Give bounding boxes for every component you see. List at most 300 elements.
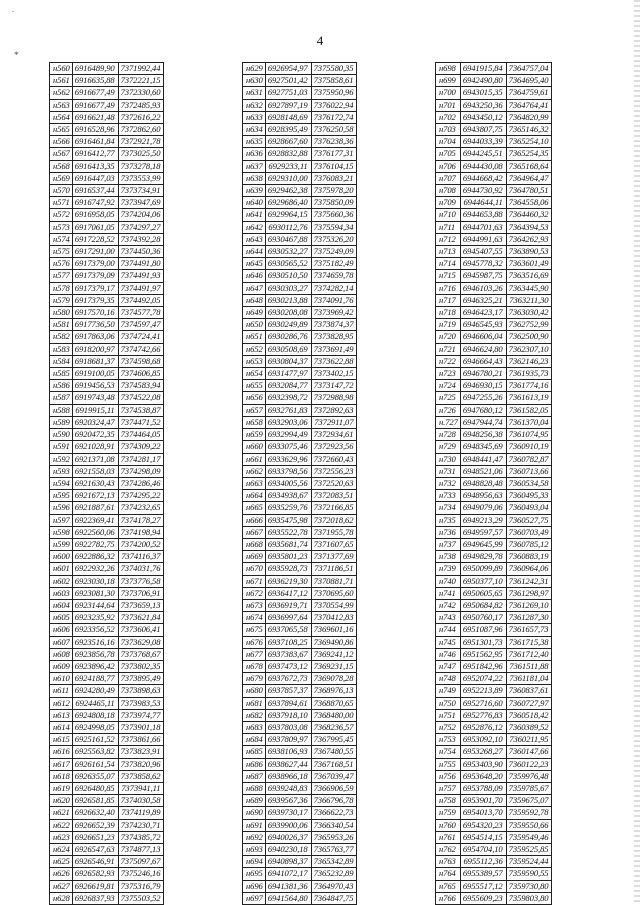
- table-row: [436, 880, 552, 892]
- y-coordinate-cell: 7376172,74: [311, 111, 357, 123]
- point-name-cell: н659: [243, 429, 266, 441]
- x-coordinate-cell: 6916537,44: [72, 185, 118, 197]
- x-coordinate-cell: 6944653,88: [460, 209, 506, 221]
- point-name-cell: н737: [436, 538, 461, 550]
- table-row: [243, 660, 357, 672]
- x-coordinate-cell: 6930112,76: [265, 221, 311, 233]
- point-name-cell: н595: [50, 490, 73, 502]
- scan-mark: .: [12, 4, 15, 14]
- table-row: [243, 319, 357, 331]
- y-coordinate-cell: 7359592,78: [506, 807, 552, 819]
- x-coordinate-cell: 6947255,26: [460, 392, 506, 404]
- y-coordinate-cell: 7370695,60: [311, 587, 357, 599]
- y-coordinate-cell: 7372892,63: [311, 404, 357, 416]
- y-coordinate-cell: 7375850,09: [311, 197, 357, 209]
- table-row: [50, 648, 164, 660]
- table-row: [436, 599, 552, 611]
- y-coordinate-cell: 7368236,57: [311, 721, 357, 733]
- point-name-cell: н585: [50, 368, 73, 380]
- x-coordinate-cell: 6917291,00: [72, 246, 118, 258]
- point-name-cell: н688: [243, 782, 266, 794]
- table-row: [243, 258, 357, 270]
- point-name-cell: н740: [436, 575, 461, 587]
- x-coordinate-cell: 6923030,18: [72, 575, 118, 587]
- y-coordinate-cell: 7374178,27: [118, 514, 164, 526]
- x-coordinate-cell: 6924998,05: [72, 721, 118, 733]
- table-row: [436, 734, 552, 746]
- table-row: [243, 246, 357, 258]
- y-coordinate-cell: 7373691,49: [311, 343, 357, 355]
- table-row: [436, 721, 552, 733]
- y-coordinate-cell: 7374464,05: [118, 429, 164, 441]
- table-row: [243, 612, 357, 624]
- y-coordinate-cell: 7374198,94: [118, 526, 164, 538]
- point-name-cell: н749: [436, 685, 461, 697]
- point-name-cell: н655: [243, 380, 266, 392]
- y-coordinate-cell: 7360493,04: [506, 502, 552, 514]
- x-coordinate-cell: 6929233,11: [265, 160, 311, 172]
- table-row: [50, 709, 164, 721]
- point-name-cell: н563: [50, 99, 73, 111]
- table-row: [50, 746, 164, 758]
- x-coordinate-cell: 6922932,26: [72, 563, 118, 575]
- point-name-cell: н597: [50, 514, 73, 526]
- point-name-cell: н764: [436, 868, 461, 880]
- x-coordinate-cell: 6935801,23: [265, 551, 311, 563]
- x-coordinate-cell: 6949213,29: [460, 514, 506, 526]
- table-row: [50, 404, 164, 416]
- y-coordinate-cell: 7368870,65: [311, 697, 357, 709]
- table-row: [436, 746, 552, 758]
- y-coordinate-cell: 7360910,19: [506, 441, 552, 453]
- x-coordinate-cell: 6946930,15: [460, 380, 506, 392]
- y-coordinate-cell: 7363516,69: [506, 270, 552, 282]
- table-row: [243, 99, 357, 111]
- y-coordinate-cell: 7360389,52: [506, 721, 552, 733]
- x-coordinate-cell: 6924188,77: [72, 673, 118, 685]
- y-coordinate-cell: 7374309,22: [118, 441, 164, 453]
- y-coordinate-cell: 7359524,44: [506, 856, 552, 868]
- point-name-cell: н721: [436, 343, 461, 355]
- y-coordinate-cell: 7366622,73: [311, 807, 357, 819]
- y-coordinate-cell: 7372083,51: [311, 490, 357, 502]
- table-row: [436, 758, 552, 770]
- table-row: [243, 307, 357, 319]
- point-name-cell: н568: [50, 160, 73, 172]
- point-name-cell: н662: [243, 465, 266, 477]
- table-row: [243, 880, 357, 892]
- table-row: [436, 197, 552, 209]
- y-coordinate-cell: 7363211,30: [506, 294, 552, 306]
- point-name-cell: н702: [436, 111, 461, 123]
- x-coordinate-cell: 6916677,49: [72, 99, 118, 111]
- point-name-cell: н750: [436, 697, 461, 709]
- point-name-cell: н599: [50, 538, 73, 550]
- x-coordinate-cell: 6923856,78: [72, 648, 118, 660]
- point-name-cell: н578: [50, 282, 73, 294]
- table-row: [50, 807, 164, 819]
- y-coordinate-cell: 7365146,32: [506, 124, 552, 136]
- point-name-cell: н638: [243, 172, 266, 184]
- y-coordinate-cell: 7368976,13: [311, 685, 357, 697]
- y-coordinate-cell: 7374230,71: [118, 819, 164, 831]
- x-coordinate-cell: 6921028,91: [72, 441, 118, 453]
- point-name-cell: н704: [436, 136, 461, 148]
- point-name-cell: н626: [50, 868, 73, 880]
- x-coordinate-cell: 6937809,97: [265, 734, 311, 746]
- y-coordinate-cell: 7372520,63: [311, 477, 357, 489]
- y-coordinate-cell: 7374877,13: [118, 844, 164, 856]
- x-coordinate-cell: 6952876,12: [460, 721, 506, 733]
- y-coordinate-cell: 7373147,72: [311, 380, 357, 392]
- y-coordinate-cell: 7364780,51: [506, 185, 552, 197]
- point-name-cell: н621: [50, 807, 73, 819]
- table-row: [50, 612, 164, 624]
- x-coordinate-cell: 6946664,43: [460, 355, 506, 367]
- table-row: [243, 209, 357, 221]
- table-row: [436, 343, 552, 355]
- y-coordinate-cell: 7375316,79: [118, 880, 164, 892]
- x-coordinate-cell: 6944668,42: [460, 172, 506, 184]
- y-coordinate-cell: 7374583,94: [118, 380, 164, 392]
- point-name-cell: н617: [50, 758, 73, 770]
- y-coordinate-cell: 7375246,16: [118, 868, 164, 880]
- point-name-cell: н718: [436, 307, 461, 319]
- x-coordinate-cell: 6923356,52: [72, 624, 118, 636]
- y-coordinate-cell: 7360785,12: [506, 538, 552, 550]
- table-row: [243, 197, 357, 209]
- point-name-cell: н577: [50, 270, 73, 282]
- x-coordinate-cell: 6940898,37: [265, 856, 311, 868]
- table-row: [436, 551, 552, 563]
- x-coordinate-cell: 6935928,73: [265, 563, 311, 575]
- table-row: [50, 294, 164, 306]
- table-row: [436, 429, 552, 441]
- y-coordinate-cell: 7361613,19: [506, 392, 552, 404]
- x-coordinate-cell: 6928832,88: [265, 148, 311, 160]
- table-row: [436, 563, 552, 575]
- x-coordinate-cell: 6930213,88: [265, 294, 311, 306]
- coordinate-table-1: [49, 62, 164, 905]
- y-coordinate-cell: 7372166,85: [311, 502, 357, 514]
- y-coordinate-cell: 7359803,80: [506, 892, 552, 904]
- x-coordinate-cell: 6937803,08: [265, 721, 311, 733]
- x-coordinate-cell: 6948956,63: [460, 490, 506, 502]
- point-name-cell: н567: [50, 148, 73, 160]
- table-row: [436, 624, 552, 636]
- table-row: [436, 99, 552, 111]
- table-row: [436, 136, 552, 148]
- y-coordinate-cell: 7372330,60: [118, 87, 164, 99]
- table-row: [243, 185, 357, 197]
- x-coordinate-cell: 6926546,91: [72, 856, 118, 868]
- table-row: [50, 685, 164, 697]
- table-row: [50, 99, 164, 111]
- table-row: [436, 160, 552, 172]
- y-coordinate-cell: 7369078,28: [311, 673, 357, 685]
- point-name-cell: н607: [50, 636, 73, 648]
- y-coordinate-cell: 7373802,35: [118, 660, 164, 672]
- x-coordinate-cell: 6930510,50: [265, 270, 311, 282]
- x-coordinate-cell: 6932761,83: [265, 404, 311, 416]
- point-name-cell: н631: [243, 87, 266, 99]
- point-name-cell: н623: [50, 831, 73, 843]
- x-coordinate-cell: 6944730,92: [460, 185, 506, 197]
- y-coordinate-cell: 7371186,51: [311, 563, 357, 575]
- table-row: [50, 343, 164, 355]
- table-row: [243, 404, 357, 416]
- x-coordinate-cell: 6932398,72: [265, 392, 311, 404]
- point-name-cell: н649: [243, 307, 266, 319]
- x-coordinate-cell: 6930508,69: [265, 343, 311, 355]
- table-row: [436, 490, 552, 502]
- point-name-cell: н681: [243, 697, 266, 709]
- y-coordinate-cell: 7374450,36: [118, 246, 164, 258]
- point-name-cell: н669: [243, 551, 266, 563]
- table-row: [50, 319, 164, 331]
- y-coordinate-cell: 7374119,89: [118, 807, 164, 819]
- point-name-cell: н637: [243, 160, 266, 172]
- point-name-cell: н608: [50, 648, 73, 660]
- table-row: [243, 807, 357, 819]
- y-coordinate-cell: 7373706,91: [118, 587, 164, 599]
- table-row: [50, 246, 164, 258]
- y-coordinate-cell: 7372616,22: [118, 111, 164, 123]
- table-row: [50, 624, 164, 636]
- point-name-cell: н606: [50, 624, 73, 636]
- table-row: [436, 892, 552, 904]
- x-coordinate-cell: 6929462,38: [265, 185, 311, 197]
- table-row: [50, 502, 164, 514]
- table-row: [436, 294, 552, 306]
- table-row: [436, 660, 552, 672]
- table-row: [50, 538, 164, 550]
- x-coordinate-cell: 6916461,84: [72, 136, 118, 148]
- x-coordinate-cell: 6928667,60: [265, 136, 311, 148]
- point-name-cell: н708: [436, 185, 461, 197]
- point-name-cell: н588: [50, 404, 73, 416]
- y-coordinate-cell: 7360211,95: [506, 734, 552, 746]
- x-coordinate-cell: 6917379,00: [72, 258, 118, 270]
- x-coordinate-cell: 6930565,52: [265, 258, 311, 270]
- table-row: [243, 477, 357, 489]
- point-name-cell: н706: [436, 160, 461, 172]
- point-name-cell: н610: [50, 673, 73, 685]
- table-row: [436, 477, 552, 489]
- x-coordinate-cell: 6917736,50: [72, 319, 118, 331]
- x-coordinate-cell: 6921887,61: [72, 502, 118, 514]
- x-coordinate-cell: 6917379,35: [72, 294, 118, 306]
- x-coordinate-cell: 6930286,76: [265, 331, 311, 343]
- x-coordinate-cell: 6936417,12: [265, 587, 311, 599]
- point-name-cell: н751: [436, 709, 461, 721]
- point-name-cell: н687: [243, 770, 266, 782]
- x-coordinate-cell: 6922369,41: [72, 514, 118, 526]
- point-name-cell: н735: [436, 514, 461, 526]
- table-row: [436, 587, 552, 599]
- table-row: [50, 575, 164, 587]
- table-row: [243, 563, 357, 575]
- x-coordinate-cell: 6921371,08: [72, 453, 118, 465]
- table-row: [50, 758, 164, 770]
- y-coordinate-cell: 7373858,62: [118, 770, 164, 782]
- point-name-cell: н615: [50, 734, 73, 746]
- table-row: [50, 844, 164, 856]
- x-coordinate-cell: 6944430,08: [460, 160, 506, 172]
- point-name-cell: н753: [436, 734, 461, 746]
- x-coordinate-cell: 6939730,17: [265, 807, 311, 819]
- x-coordinate-cell: 6954013,70: [460, 807, 506, 819]
- y-coordinate-cell: 7369241,12: [311, 648, 357, 660]
- y-coordinate-cell: 7359675,07: [506, 795, 552, 807]
- table-row: [50, 148, 164, 160]
- x-coordinate-cell: 6941564,80: [265, 892, 311, 904]
- y-coordinate-cell: 7363030,42: [506, 307, 552, 319]
- y-coordinate-cell: 7373621,84: [118, 612, 164, 624]
- table-row: [50, 368, 164, 380]
- table-row: [436, 441, 552, 453]
- point-name-cell: н642: [243, 221, 266, 233]
- y-coordinate-cell: 7373947,69: [118, 197, 164, 209]
- table-row: [50, 75, 164, 87]
- x-coordinate-cell: 6947944,74: [460, 416, 506, 428]
- x-coordinate-cell: 6926652,39: [72, 819, 118, 831]
- x-coordinate-cell: 6917863,06: [72, 331, 118, 343]
- point-name-cell: н613: [50, 709, 73, 721]
- point-name-cell: н761: [436, 831, 461, 843]
- table-row: [50, 453, 164, 465]
- point-name-cell: н668: [243, 538, 266, 550]
- point-name-cell: н570: [50, 185, 73, 197]
- y-coordinate-cell: 7363601,49: [506, 258, 552, 270]
- table-row: [436, 307, 552, 319]
- point-name-cell: н683: [243, 721, 266, 733]
- point-name-cell: н734: [436, 502, 461, 514]
- y-coordinate-cell: 7374598,68: [118, 355, 164, 367]
- y-coordinate-cell: 7361269,10: [506, 599, 552, 611]
- x-coordinate-cell: 6946423,17: [460, 307, 506, 319]
- y-coordinate-cell: 7363890,53: [506, 246, 552, 258]
- point-name-cell: н694: [243, 856, 266, 868]
- point-name-cell: н699: [436, 75, 461, 87]
- x-coordinate-cell: 6937894,61: [265, 697, 311, 709]
- table-row: [436, 282, 552, 294]
- y-coordinate-cell: 7375503,52: [118, 892, 164, 904]
- y-coordinate-cell: 7373553,99: [118, 172, 164, 184]
- y-coordinate-cell: 7371992,44: [118, 63, 164, 75]
- x-coordinate-cell: 6955609,23: [460, 892, 506, 904]
- table-row: [50, 477, 164, 489]
- x-coordinate-cell: 6930467,88: [265, 233, 311, 245]
- x-coordinate-cell: 6934005,56: [265, 477, 311, 489]
- table-row: [243, 538, 357, 550]
- table-row: [50, 63, 164, 75]
- table-row: [243, 282, 357, 294]
- y-coordinate-cell: 7361074,95: [506, 429, 552, 441]
- x-coordinate-cell: 6919743,48: [72, 392, 118, 404]
- x-coordinate-cell: 6926837,93: [72, 892, 118, 904]
- x-coordinate-cell: 6946325,21: [460, 294, 506, 306]
- y-coordinate-cell: 7360727,97: [506, 697, 552, 709]
- x-coordinate-cell: 6926161,54: [72, 758, 118, 770]
- x-coordinate-cell: 6921558,03: [72, 465, 118, 477]
- y-coordinate-cell: 7359785,67: [506, 782, 552, 794]
- x-coordinate-cell: 6948441,47: [460, 453, 506, 465]
- y-coordinate-cell: 7374492,05: [118, 294, 164, 306]
- point-name-cell: н573: [50, 221, 73, 233]
- page-number: 4: [316, 33, 324, 48]
- x-coordinate-cell: 6949597,57: [460, 526, 506, 538]
- point-name-cell: н680: [243, 685, 266, 697]
- x-coordinate-cell: 6943250,36: [460, 99, 506, 111]
- point-name-cell: н685: [243, 746, 266, 758]
- y-coordinate-cell: 7359550,66: [506, 819, 552, 831]
- x-coordinate-cell: 6916677,49: [72, 87, 118, 99]
- table-row: [436, 221, 552, 233]
- table-row: [243, 270, 357, 282]
- table-row: [50, 233, 164, 245]
- point-name-cell: н684: [243, 734, 266, 746]
- y-coordinate-cell: 7374491,80: [118, 258, 164, 270]
- x-coordinate-cell: 6916747,92: [72, 197, 118, 209]
- y-coordinate-cell: 7364964,47: [506, 172, 552, 184]
- point-name-cell: н726: [436, 404, 461, 416]
- point-name-cell: н636: [243, 148, 266, 160]
- y-coordinate-cell: 7373606,41: [118, 624, 164, 636]
- x-coordinate-cell: 6916621,48: [72, 111, 118, 123]
- table-row: [243, 746, 357, 758]
- y-coordinate-cell: 7374385,72: [118, 831, 164, 843]
- y-coordinate-cell: 7362500,90: [506, 331, 552, 343]
- table-row: [243, 233, 357, 245]
- point-name-cell: н696: [243, 880, 266, 892]
- table-row: [50, 441, 164, 453]
- y-coordinate-cell: 7371955,78: [311, 526, 357, 538]
- table-row: [50, 892, 164, 904]
- x-coordinate-cell: 6948256,38: [460, 429, 506, 441]
- x-coordinate-cell: 6951562,95: [460, 648, 506, 660]
- x-coordinate-cell: 6926619,81: [72, 880, 118, 892]
- y-coordinate-cell: 7376177,31: [311, 148, 357, 160]
- point-name-cell: н712: [436, 233, 461, 245]
- y-coordinate-cell: 7360964,06: [506, 563, 552, 575]
- x-coordinate-cell: 6928395,49: [265, 124, 311, 136]
- y-coordinate-cell: 7375326,20: [311, 233, 357, 245]
- y-coordinate-cell: 7359590,55: [506, 868, 552, 880]
- y-coordinate-cell: 7370554,99: [311, 599, 357, 611]
- point-name-cell: н643: [243, 233, 266, 245]
- y-coordinate-cell: 7374116,37: [118, 551, 164, 563]
- table-row: [436, 380, 552, 392]
- point-name-cell: н752: [436, 721, 461, 733]
- point-name-cell: н719: [436, 319, 461, 331]
- y-coordinate-cell: 7364764,41: [506, 99, 552, 111]
- point-name-cell: н614: [50, 721, 73, 733]
- point-name-cell: н713: [436, 246, 461, 258]
- table-row: [243, 221, 357, 233]
- x-coordinate-cell: 6916958,05: [72, 209, 118, 221]
- x-coordinate-cell: 6953403,90: [460, 758, 506, 770]
- table-row: [50, 514, 164, 526]
- point-name-cell: н594: [50, 477, 73, 489]
- table-row: [50, 587, 164, 599]
- y-coordinate-cell: 7364759,61: [506, 87, 552, 99]
- table-row: [50, 172, 164, 184]
- y-coordinate-cell: 7361287,30: [506, 612, 552, 624]
- point-name-cell: н658: [243, 416, 266, 428]
- x-coordinate-cell: 6953268,27: [460, 746, 506, 758]
- x-coordinate-cell: 6922560,06: [72, 526, 118, 538]
